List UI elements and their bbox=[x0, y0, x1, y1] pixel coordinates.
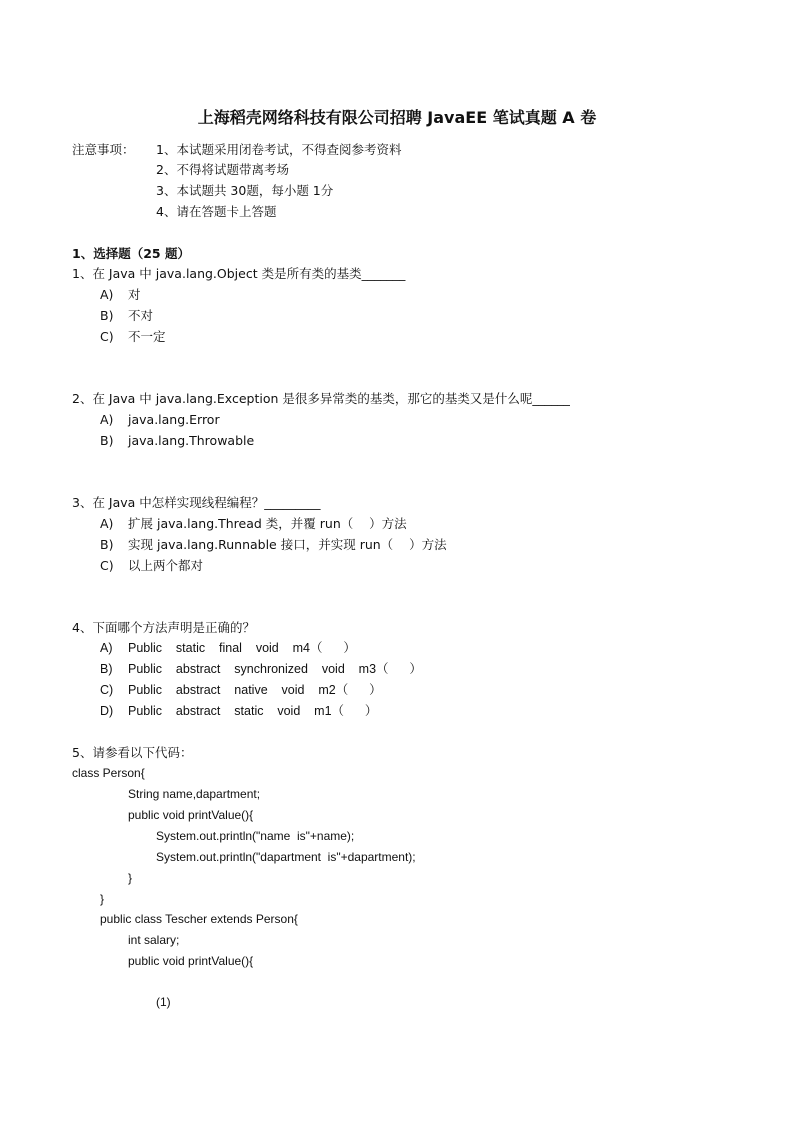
option-text: 实现 java.lang.Runnable 接口，并实现 run（ ）方法 bbox=[128, 537, 447, 552]
code-line: String name,dapartment; bbox=[128, 787, 261, 801]
option-letter: A) bbox=[100, 641, 113, 655]
code-line: class Person{ bbox=[72, 766, 145, 780]
note-item: 2、不得将试题带离考场 bbox=[156, 162, 289, 177]
option-text: 对 bbox=[128, 287, 141, 302]
code-line: public class Tescher extends Person{ bbox=[100, 912, 298, 926]
option-letter: D) bbox=[100, 704, 114, 718]
option-letter: B) bbox=[100, 537, 114, 552]
question-2-text: 2、在 Java 中 java.lang.Exception 是很多异常类的基类，那它的基类又是什么呢______ bbox=[72, 391, 570, 406]
option-text: Public static final void m4（ ） bbox=[128, 641, 356, 655]
option-text: Public abstract native void m2（ ） bbox=[128, 683, 382, 697]
code-line: int salary; bbox=[128, 933, 180, 947]
option-letter: B) bbox=[100, 308, 114, 323]
code-line: } bbox=[128, 871, 133, 885]
note-item: 1、本试题采用闭卷考试，不得查阅参考资料 bbox=[156, 142, 402, 157]
code-line: public void printValue(){ bbox=[128, 954, 254, 968]
question-5-text: 5、请参看以下代码： bbox=[72, 745, 193, 760]
option-text: Public abstract static void m1（ ） bbox=[128, 704, 378, 718]
option-letter: A) bbox=[100, 516, 114, 531]
note-item: 3、本试题共 30题，每小题 1分 bbox=[156, 183, 334, 198]
notes-label: 注意事项： bbox=[72, 142, 135, 157]
question-1-text: 1、在 Java 中 java.lang.Object 类是所有类的基类_______ bbox=[72, 266, 406, 281]
page-title: 上海稻壳网络科技有限公司招聘 JavaEE 笔试真题 A 卷 bbox=[197, 108, 597, 127]
option-letter: C) bbox=[100, 558, 114, 573]
option-text: Public abstract synchronized void m3（ ） bbox=[128, 662, 422, 676]
option-letter: A) bbox=[100, 287, 114, 302]
option-text: 不一定 bbox=[128, 329, 166, 344]
code-line: public void printValue(){ bbox=[128, 808, 254, 822]
code-line: System.out.println("name is"+name); bbox=[156, 829, 355, 843]
question-3-text: 3、在 Java 中怎样实现线程编程？_________ bbox=[72, 495, 321, 510]
option-text: 扩展 java.lang.Thread 类，并覆 run（ ）方法 bbox=[128, 516, 407, 531]
option-letter: A) bbox=[100, 412, 114, 427]
code-line: } bbox=[100, 892, 105, 906]
note-item: 4、请在答题卡上答题 bbox=[156, 204, 277, 219]
code-line: (1) bbox=[156, 995, 171, 1009]
option-letter: C) bbox=[100, 683, 114, 697]
option-text: 以上两个都对 bbox=[128, 558, 204, 573]
option-letter: C) bbox=[100, 329, 114, 344]
option-letter: B) bbox=[100, 433, 114, 448]
section-heading: 1、选择题（25 题） bbox=[72, 246, 190, 261]
option-letter: B) bbox=[100, 662, 113, 676]
option-text: java.lang.Throwable bbox=[128, 433, 255, 448]
question-4-text: 4、下面哪个方法声明是正确的？ bbox=[72, 620, 255, 635]
option-text: java.lang.Error bbox=[128, 412, 220, 427]
code-line: System.out.println("dapartment is"+dapartment); bbox=[156, 850, 416, 864]
option-text: 不对 bbox=[128, 308, 154, 323]
